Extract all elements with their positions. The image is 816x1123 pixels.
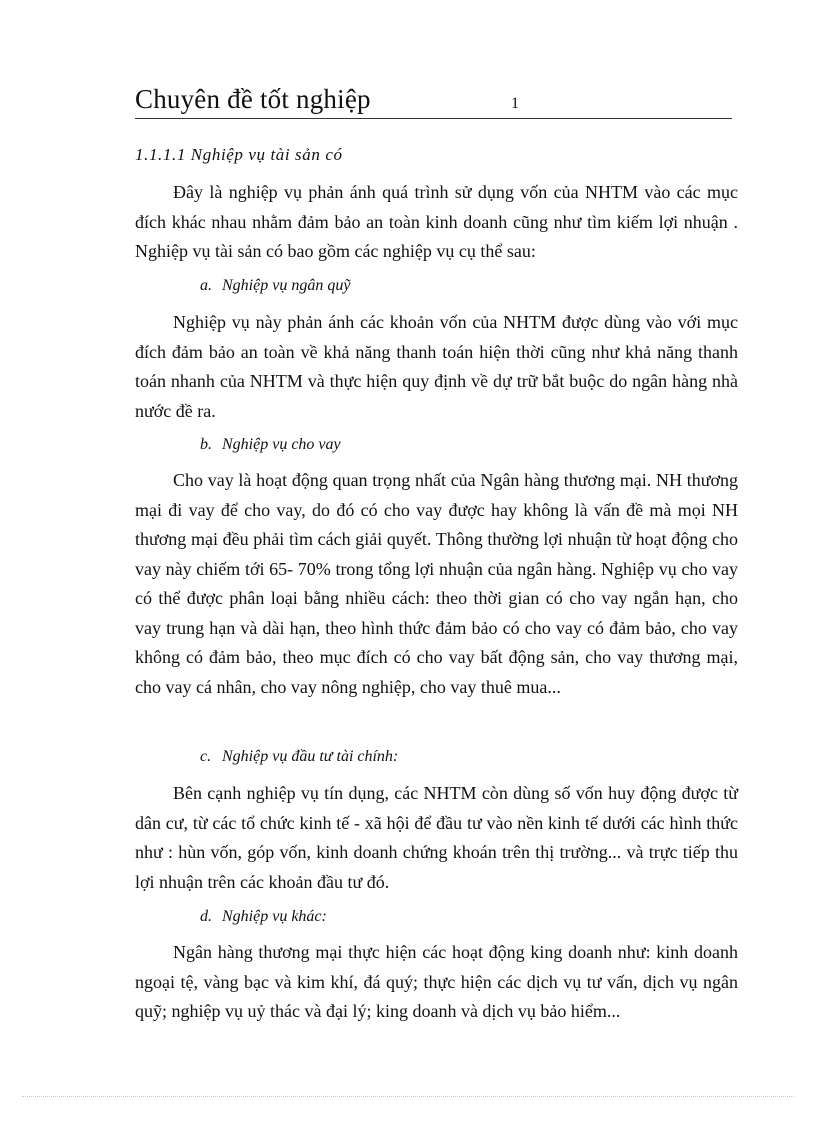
page-header <box>135 80 732 119</box>
subsection-c-letter: c. <box>200 748 212 765</box>
intro-paragraph: Đây là nghiệp vụ phản ánh quá trình sử dụng vốn của NHTM vào các mục đích khác nhau nhằm đảm bảo an toàn kinh doanh cũng như tìm kiếm lợi nhuận . Nghiệp vụ tài sản có bao gồm các nghiệp vụ cụ thể sau: <box>135 182 738 261</box>
subsection-d-title: Nghiệp vụ khác: <box>222 908 327 925</box>
subsection-b-heading <box>200 436 341 454</box>
subsection-a-body: Nghiệp vụ này phản ánh các khoản vốn của NHTM được dùng vào với mục đích đảm bảo an toàn về khả năng thanh toán hiện thời cũng như khả năng thanh toán nhanh của NHTM và thực hiện quy định về dự trữ bắt buộc do ngân hàng nhà nước đề ra. <box>135 312 738 421</box>
subsection-a-title: Nghiệp vụ ngân quỹ <box>222 277 351 294</box>
subsection-a-letter: a. <box>200 277 212 294</box>
header-title: Chuyên đề tốt nghiệp <box>135 84 371 114</box>
subsection-c-title: Nghiệp vụ đầu tư tài chính: <box>222 748 399 765</box>
subsection-c-body: Bên cạnh nghiệp vụ tín dụng, các NHTM còn dùng số vốn huy động được từ dân cư, từ các tổ chức kinh tế - xã hội để đầu tư vào nền kinh tế dưới các hình thức như : hùn vốn, góp vốn, kinh doanh chứng khoán trên thị trường... và trực tiếp thu lợi nhuận trên các khoản đầu tư đó. <box>135 783 738 892</box>
page-boundary-line <box>22 1096 794 1097</box>
subsection-b-letter: b. <box>200 436 212 453</box>
subsection-a-heading <box>200 277 350 295</box>
subsection-d-body: Ngân hàng thương mại thực hiện các hoạt động king doanh như: kinh doanh ngoại tệ, vàng bạc và kim khí, đá quý; thực hiện các dịch vụ tư vấn, dịch vụ ngân quỹ; nghiệp vụ uỷ thác và đại lý; king doanh và dịch vụ bảo hiểm... <box>135 942 738 1021</box>
subsection-b-title: Nghiệp vụ cho vay <box>222 436 341 453</box>
subsection-d-heading <box>200 908 327 926</box>
subsection-c-heading <box>200 748 398 766</box>
section-heading: 1.1.1.1 Nghiệp vụ tài sản có <box>135 145 343 164</box>
subsection-b-body: Cho vay là hoạt động quan trọng nhất của Ngân hàng thương mại. NH thương mại đi vay để cho vay, do đó có cho vay được hay không là vấn đề mà mọi NH thương mại đều phải tìm cách giải quyết. Thông thường lợi nhuận từ hoạt động cho vay này chiếm tới 65- 70% trong tổng lợi nhuận của ngân hàng. Nghiệp vụ cho vay có thể được phân loại bằng nhiều cách: theo thời gian có cho vay ngắn hạn, cho vay trung hạn và dài hạn, theo hình thức đảm bảo có cho vay có đảm bảo, cho vay không có đảm bảo, theo mục đích có cho vay bất động sản, cho vay thương mại, cho vay cá nhân, cho vay nông nghiệp, cho vay thuê mua... <box>135 470 738 697</box>
subsection-d-letter: d. <box>200 908 212 925</box>
page-number: 1 <box>511 95 519 112</box>
